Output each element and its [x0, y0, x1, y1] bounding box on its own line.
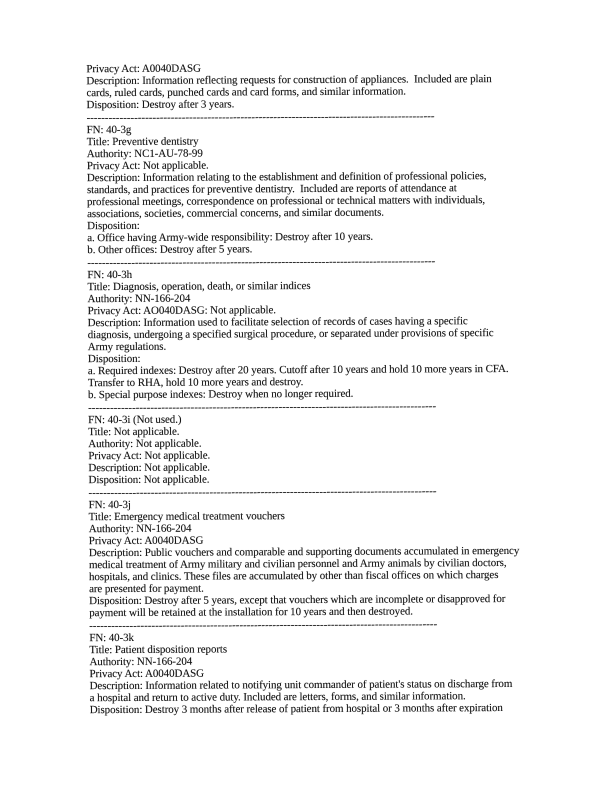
text-line: Army regulations. — [87, 340, 167, 354]
text-line: Disposition: — [87, 352, 141, 366]
section-separator: ----------------------------------------------------------------------------------------------- — [88, 400, 437, 415]
text-line: Privacy Act: A0040DASG — [89, 667, 205, 681]
text-line: Disposition: Destroy after 3 years. — [86, 98, 235, 112]
document-text-block — [86, 61, 541, 716]
text-line: medical treatment of Army military and civilian personnel and Army animals by civilian doctors, — [88, 556, 507, 572]
text-line: hospitals, and clinics. These files are accumulated by other than fiscal offices on which charges — [88, 569, 499, 584]
section-separator: ----------------------------------------------------------------------------------------------- — [89, 618, 438, 633]
section-separator: ----------------------------------------------------------------------------------------------- — [88, 485, 437, 500]
text-line: Description: Public vouchers and comparable and supporting documents accumulated in emergency — [88, 544, 520, 560]
text-line: Authority: NN-166-204 — [87, 292, 191, 306]
text-line: FN: 40-3i (Not used.) — [88, 413, 182, 427]
text-line: Disposition: Destroy 3 months after release of patient from hospital or 3 months after expiration — [89, 702, 503, 717]
text-line: diagnosis, undergoing a specified surgical procedure, or separated under provisions of specific — [87, 327, 494, 342]
text-line: Privacy Act: A0040DASG — [88, 534, 204, 548]
text-line: professional meetings, correspondence on professional or technical matters with individuals, — [86, 194, 486, 209]
text-line: Privacy Act: AO040DASG: Not applicable. — [87, 304, 276, 318]
text-line: Authority: NC1-AU-78-99 — [86, 147, 203, 161]
text-line: Privacy Act: Not applicable. — [86, 159, 209, 173]
record-section — [87, 267, 540, 401]
record-section — [89, 497, 542, 619]
text-line: cards, ruled cards, punched cards and card forms, and similar information. — [86, 85, 406, 100]
record-section — [87, 122, 540, 256]
text-line: FN: 40-3h — [87, 268, 133, 282]
text-line: payment will be retained at the installation for 10 years and then destroyed. — [89, 605, 413, 620]
text-line: standards, and practices for preventive dentistry. Included are reports of attendance at — [86, 182, 457, 197]
text-line: b. Other offices: Destroy after 5 years. — [87, 243, 253, 257]
text-line: Privacy Act: Not applicable. — [88, 449, 211, 463]
text-line: Title: Preventive dentistry — [86, 135, 199, 149]
text-line: Authority: NN-166-204 — [88, 522, 192, 536]
text-line: a hospital and return to active duty. Included are letters, forms, and similar information. — [89, 690, 466, 705]
text-line: Privacy Act: A0040DASG — [86, 62, 201, 76]
text-line: FN: 40-3g — [86, 123, 132, 137]
record-section — [86, 61, 538, 111]
text-line: Disposition: Not applicable. — [88, 473, 210, 487]
text-line: FN: 40-3j — [88, 498, 131, 512]
text-line: Authority: NN-166-204 — [89, 655, 193, 669]
text-line: are presented for payment. — [89, 582, 204, 596]
text-line: Description: Information related to notifying unit commander of patient's status on discharge from — [89, 677, 513, 693]
text-line: a. Required indexes: Destroy after 20 years. Cutoff after 10 years and hold 10 more years in CFA. — [87, 362, 509, 378]
text-line: Disposition: Destroy after 5 years, except that vouchers which are incomplete or disapproved for — [89, 593, 506, 608]
text-line: Transfer to RHA, hold 10 more years and destroy. — [87, 376, 304, 390]
text-line: a. Office having Army-wide responsibility: Destroy after 10 years. — [87, 230, 374, 245]
text-line: Disposition: — [87, 219, 140, 233]
text-line: Description: Information used to facilitate selection of records of cases having a specific — [87, 315, 468, 330]
text-line: Title: Diagnosis, operation, death, or similar indices — [87, 280, 311, 294]
text-line: Description: Information reflecting requests for construction of appliances. Included are plain — [86, 73, 492, 88]
text-line: Title: Patient disposition reports — [89, 643, 228, 657]
record-section — [89, 630, 541, 716]
text-line: Description: Information relating to the establishment and definition of professional policies, — [86, 170, 487, 185]
section-separator: ----------------------------------------------------------------------------------------------- — [87, 255, 436, 270]
text-line: Authority: Not applicable. — [88, 437, 202, 451]
text-line: Title: Emergency medical treatment vouchers — [88, 510, 285, 524]
text-line: associations, societies, commercial concerns, and similar documents. — [87, 206, 384, 221]
text-line: b. Special purpose indexes: Destroy when no longer required. — [88, 387, 354, 402]
text-line: Title: Not applicable. — [88, 425, 180, 439]
text-line: Description: Not applicable. — [88, 461, 210, 475]
section-separator: ----------------------------------------------------------------------------------------------- — [86, 110, 435, 125]
text-line: FN: 40-3k — [89, 631, 134, 645]
record-section — [88, 412, 540, 486]
